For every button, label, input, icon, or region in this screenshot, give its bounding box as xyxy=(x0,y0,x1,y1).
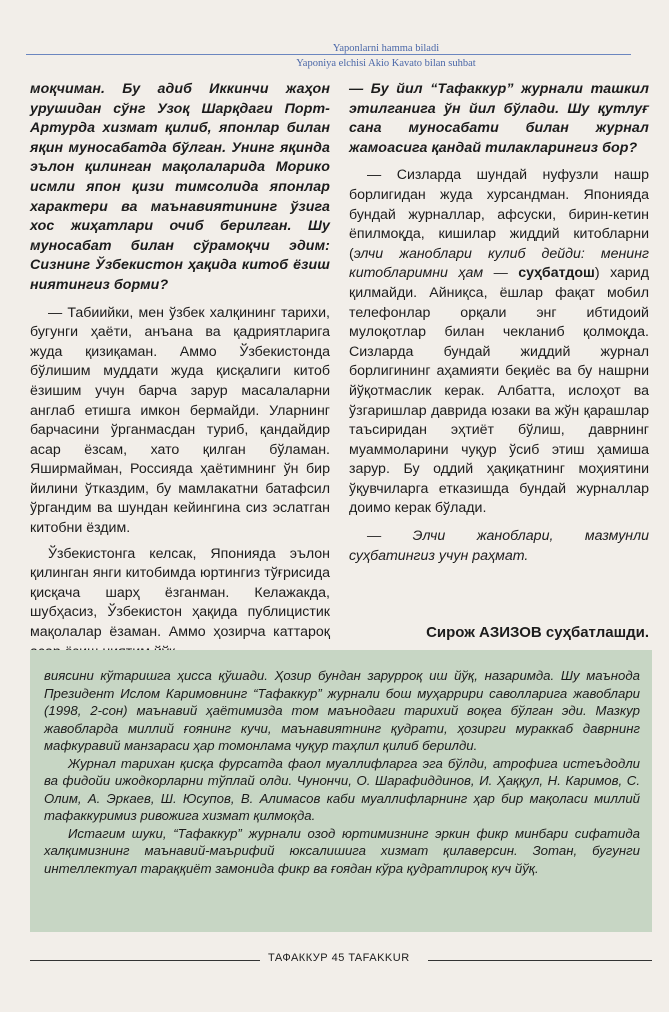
box-paragraph: Журнал тарихан қисқа фурсатда фаол муаллифларга эга бўлди, атрофига истеъдодли ва фидойи ижодкорларни тўплай олди. Чунончи, О. Шарафиддинов, И. Ҳаққул, Н. Каримов, С. Олим, А. Эркаев, Ш. Юсупов, В. Алимасов каби муаллифларнинг ҳар бир мақоласи миллий тафаккуримиз ривожига хизмат қилмоқда. xyxy=(44,755,640,823)
header-title: Yaponlarni hamma biladi xyxy=(332,43,440,54)
footer-rule-right xyxy=(428,960,652,961)
answer-aside: элчи жаноблари кулиб дейди: менинг китобларимни ҳам — xyxy=(349,245,649,282)
answer-text-continued: ) харид қилмайди. Айниқса, ёшлар фақат мобил телефонлар орқали энг ибтидоий мулоқотлар билан чекланиб қолмоқда. Сизларда бундай жиддий журнал борлигининг аҳамияти беқиёс ва бу нашрни йўқотмаслик керак. Албатта, ислоҳот ва ўзгаришлар даврида юзаки ва жўн қарашлар таъсиридан эҳтиёт бўлиш, даврнинг муаммоларини чуқур ўсиб этиш ҳамиша зарур. Бу оддий ҳақиқатнинг моҳиятини ўқувчиларга етказишда бундай журналлар доимо керак бўлади. xyxy=(349,265,649,517)
closing-thanks: — Элчи жаноблари, мазмунли суҳбатингиз учун раҳмат. xyxy=(349,528,649,564)
header-subtitle: Yaponiya elchisi Akio Kavato bilan suhbat xyxy=(296,58,476,69)
box-paragraph: Истагим шуки, “Тафаккур” журнали озод юртимизнинг эркин фикр минбари сифатида халқимизнинг маънавий-маърифий юксалишига хизмат қилаверсин. Зотан, бугунги интеллектуал тараққиёт замонида фикр ва ғоядан кўра қудратлироқ куч йўқ. xyxy=(44,825,640,876)
interviewer-question: моқчиман. Бу адиб Иккинчи жаҳон урушидан сўнг Узоқ Шарқдаги Порт-Артурда хизмат қилиб, японлар билан яқин муносабатда бўлган. Унинг яқинда эълон қилинган мақолаларида Морико исмли япон қизи тимсолида японлар характери ва маънавиятининг ўзига хос жиҳатлари очиб берилган. Шу муносабат билан сўрамоқчи эдим: Сизнинг Ўзбекистон ҳақида китоб ёзиш ниятингиз борми? xyxy=(30,81,330,293)
interviewer-question: — Бу йил “Тафаккур” журнали ташкил этилганига ўн йил бўлади. Шу қутлуғ сана муносабати билан журнал жамоасига қандай тилакларингиз бор? xyxy=(349,81,649,156)
left-column xyxy=(30,80,330,662)
page-footer xyxy=(30,950,652,970)
ambassador-answer xyxy=(349,166,649,519)
header-rule xyxy=(26,54,631,55)
answer-text: — Сизларда шундай нуфузли нашр борлигидан жуда хурсандман. Японияда бундай журналлар, афсуски, бирин-кетин ёпилмоқда, кишилар жиддий китобларни ( xyxy=(349,167,649,262)
sidebar-box-text xyxy=(44,667,640,877)
right-column xyxy=(349,80,649,566)
running-header xyxy=(236,42,536,70)
box-paragraph: виясини кўтаришга ҳисса қўшади. Ҳозир бундан зарурроқ иш йўқ, назаримда. Шу маънода Президент Ислом Каримовнинг “Тафаккур” журнали бош муҳаррири саволларига жавоблари (1998, 2-сон) маънавий ҳаётимизда том маънодаги тарихий воқеа бўлган эди. Мазкур жавобларда миллий ғоянинг кучи, маънавиятнинг қудрати, ҳозирги мураккаб даврнинг мафкуравий манзараси ҳар томонлама чуқур таҳлил қилиб берилди. xyxy=(44,668,640,753)
author-signature: Сирож АЗИЗОВ суҳбатлашди. xyxy=(426,624,649,641)
footer-text: ТАФАККУР 45 TAFAKKUR xyxy=(268,952,410,964)
answer-aside-bold: суҳбатдош xyxy=(518,265,595,282)
ambassador-answer: — Табиийки, мен ўзбек халқининг тарихи, бугунги ҳаёти, анъана ва қадриятларига жуда қизиқаман. Аммо Ўзбекистонда бўлишим муддати жуда қисқалиги китоб ёзишим учун барча зарур масалаларни англаб етишга имкон бермайди. Уларнинг барчасини ўрганмасдан туриб, қандайдир асар ёзсам, хато қилган бўламан. Яширмайман, Россияда ҳаётимнинг ўн бир йилини ўтказдим, бу мамлакатни батафсил ўргандим ва шундан кейингина сиз эслатган китобни ёздим. xyxy=(30,304,330,537)
footer-rule-left xyxy=(30,960,260,961)
ambassador-answer-continued: Ўзбекистонга келсак, Японияда эълон қилинган янги китобимда юртингиз тўғрисида қисқача шарҳ ёзганман. Келажакда, шубҳасиз, Ўзбекистон ҳақида публицистик мақолалар ёзаман. Аммо ҳозирча каттароқ xyxy=(30,545,330,641)
